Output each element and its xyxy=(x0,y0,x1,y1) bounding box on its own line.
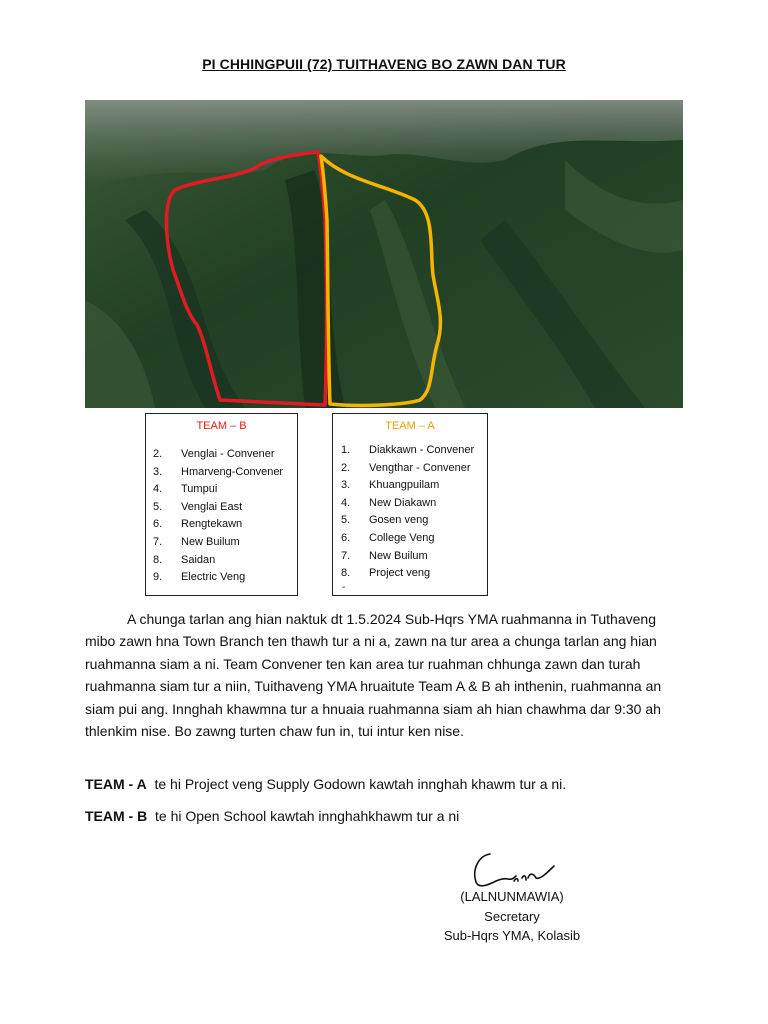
list-item: 6. Rengtekawn xyxy=(153,518,243,531)
team-a-header: TEAM – A xyxy=(385,420,435,432)
list-item: 5. Venglai East xyxy=(153,500,243,513)
list-item: 3. Hmarveng-Convener xyxy=(153,465,284,478)
list-item: 7. New Builum xyxy=(153,535,240,548)
signatory-name: (LALNUNMAWIA) xyxy=(460,889,564,904)
signatory-org: Sub-Hqrs YMA, Kolasib xyxy=(443,928,581,943)
list-item: 4. New Diakawn xyxy=(341,496,437,509)
body-paragraph xyxy=(85,608,689,742)
list-item: 8. Project veng xyxy=(341,567,431,580)
signatory-post: Secretary xyxy=(484,908,540,924)
team-a-list xyxy=(333,442,487,583)
trailing-dash: - xyxy=(342,581,346,593)
team-a-location-text: te hi Project veng Supply Godown kawtah innghah khawm tur a ni. xyxy=(146,776,567,792)
list-item: 4. Tumpui xyxy=(153,483,218,496)
list-item: 7. New Builum xyxy=(341,549,428,562)
team-b-label: TEAM - B xyxy=(85,808,148,824)
list-item: 2. Vengthar - Convener xyxy=(341,461,471,474)
team-a-label: TEAM - A xyxy=(85,776,147,792)
satellite-map xyxy=(85,100,683,408)
team-b-location-text: te hi Open School kawtah innghahkhawm tur a ni xyxy=(147,808,460,824)
team-a-assembly-line xyxy=(85,776,566,792)
list-item: 5. Gosen veng xyxy=(341,514,429,527)
list-item: 9. Electric Veng xyxy=(153,571,246,584)
list-item: 6. College Veng xyxy=(341,531,435,544)
team-b-assembly-line xyxy=(85,808,459,824)
team-b-box xyxy=(145,413,298,596)
list-item: 2. Venglai - Convener xyxy=(153,448,275,460)
list-item: 1. Diakkawn - Convener xyxy=(341,444,475,456)
list-item: 3. Khuangpuilam xyxy=(341,479,440,492)
page-title: PI CHHINGPUII (72) TUITHAVENG BO ZAWN DAN TUR xyxy=(202,56,566,72)
list-item: 8. Saidan xyxy=(153,553,216,566)
team-a-box xyxy=(332,413,488,596)
paragraph-text: A chunga tarlan ang hian naktuk dt 1.5.2024 Sub-Hqrs YMA ruahmanna in Tuthaveng mibo zawn hna Town Branch ten thawh tur a ni a, zawn na tur area a chunga tarlan ang hian ruahmanna siam a ni. Team Convener ten kan area tur ruahman chhunga zawn dan turah ruahmanna siam tur a niin, Tuithaveng YMA hruaitute Team A & B ah inthenin, ruahmanna an siam pui ang. Innghah khawmna tur a hnuaia ruahmanna siam ah hian chawhma dar 9:30 ah thlenkim nise. Bo zawng turten chaw fun in, tui intur ken nise. xyxy=(85,611,662,740)
signature-block xyxy=(412,887,612,946)
team-b-header: TEAM – B xyxy=(196,420,247,432)
team-b-list xyxy=(146,446,297,587)
